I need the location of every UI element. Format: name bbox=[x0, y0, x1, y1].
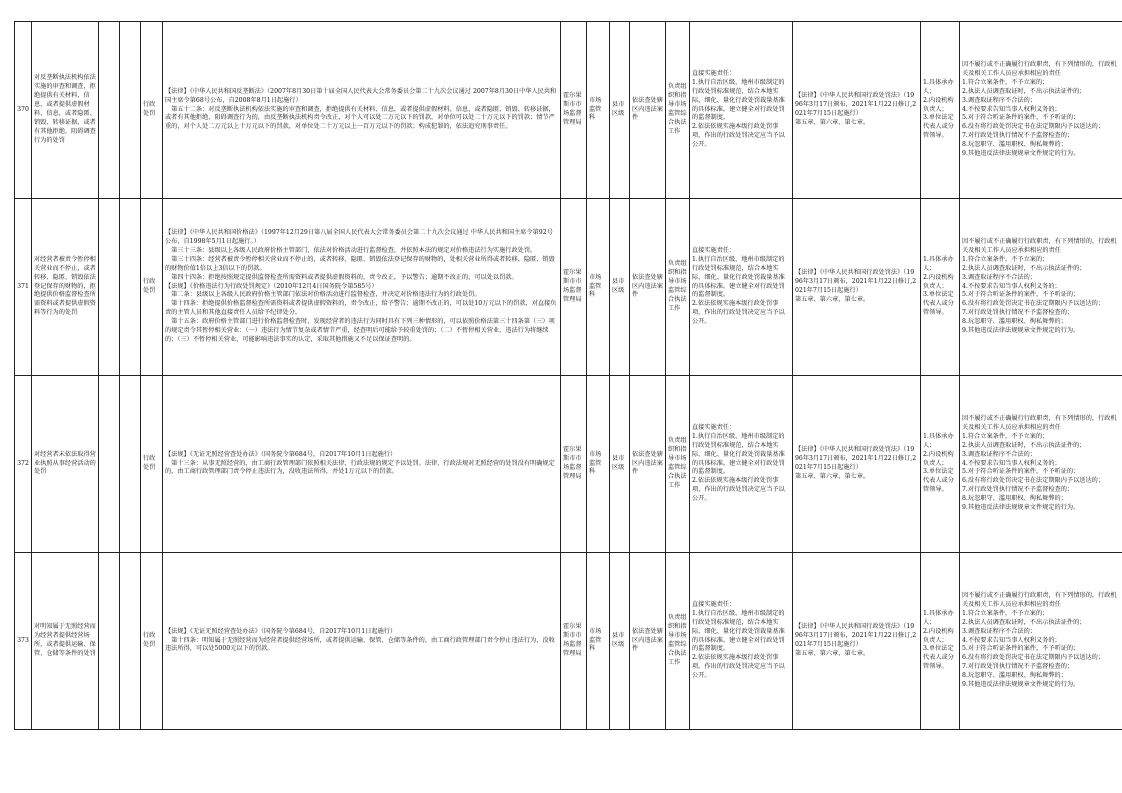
department: 市场监管科 bbox=[587, 199, 610, 376]
duty: 负责组织和指导市场监管综合执法工作 bbox=[666, 199, 690, 376]
authority: 霍尔果斯市市场监督管理局 bbox=[561, 22, 587, 199]
duty: 负责组织和指导市场监管综合执法工作 bbox=[666, 553, 690, 730]
liability-basis: 【法律】《中华人民共和国行政处罚法》（1996年3月17日颁布，2021年1月22日修订,2021年7月15日起施行） 第五章、第六章、第七章。 bbox=[793, 22, 921, 199]
item-name: 对经营者被责令暂停相关营业而不停止，或者转移、隐匿、销毁依法登记保存的财物的，拒绝提供价格监督检查所需资料或者提供虚假资料等行为的处罚 bbox=[32, 199, 99, 376]
duty: 负责组织和指导市场监管综合执法工作 bbox=[666, 22, 690, 199]
category: 行政处罚 bbox=[141, 22, 163, 199]
accountability: 因不履行或不正确履行行政职责，有下列情形的，行政机关及相关工作人员应承担相应的责任 1.符合立案条件，不予立案的； 2.执法人员调查取证时，不出示执法证件的； 3.调查取证程序不合法的； 4.不按要求告知当事人权利义务的； 5.对于符合听证条件的案件，不予听证的； 6.没有将行政处罚决定书在法定期限内予以送达的； 7.对行政处罚执行情况不予监督检查的； 8.玩忽职守、滥用职权、徇私舞弊的； 9.其他违反法律法规规章文件规定的行为。 bbox=[960, 553, 1122, 730]
table-row bbox=[15, 22, 1122, 199]
item-name: 对经营者未依法取得营业执照从事经营活动的处罚 bbox=[32, 376, 99, 553]
row-number: 373 bbox=[15, 553, 32, 730]
authority: 霍尔果斯市市场监督管理局 bbox=[561, 199, 587, 376]
item-name: 对明知属于无照经营而为经营者提供经营场所，或者提供运输、保管、仓储等条件的处罚 bbox=[32, 553, 99, 730]
liability-basis: 【法律】《中华人民共和国行政处罚法》（1996年3月17日颁布，2021年1月22日修订,2021年7月15日起施行） 第五章、第六章、第七章。 bbox=[793, 199, 921, 376]
empty-cell bbox=[99, 376, 120, 553]
liability-basis: 【法律】《中华人民共和国行政处罚法》（1996年3月17日颁布，2021年1月22日修订,2021年7月15日起施行） 第五章、第六章、第七章。 bbox=[793, 376, 921, 553]
responsibility: 直接实施责任： 1.执行自治区级、地州市级制定的行政处罚标准规范，结合本地实际，细化、量化行政处罚裁量基准的具体标准。建立健全对行政处罚的监督制度。 2.依法依规实施本级行政处罚事项，作出的行政处罚决定应当予以公开。 bbox=[690, 553, 793, 730]
department: 市场监管科 bbox=[587, 22, 610, 199]
row-number: 370 bbox=[15, 22, 32, 199]
legal-basis: 【法律】《中华人民共和国反垄断法》（2007年8月30日第十届全国人民代表大会常务委员会第二十九次会议通过 2007年8月30日中华人民共和国主席令第68号公布，自2008年8月1日起施行） 第五十二条：对反垄断执法机构依法实施的审查和调查，拒绝提供有关材料、信息，或者提供虚假材料、信息，或者隐匿、销毁、转移证据，或者有其他拒绝、阻碍调查行为的，由反垄断执法机构责令改正，对个人可以处二万元以下的罚款，对单位可以处二十万元以下的罚款；情节严重的，对个人处二万元以上十万元以下的罚款，对单位处二十万元以上一百万元以下的罚款；构成犯罪的，依法追究刑事责任。 bbox=[163, 22, 561, 199]
accountability: 因不履行或不正确履行行政职责，有下列情形的，行政机关及相关工作人员应承担相应的责任 1.符合立案条件，不予立案的； 2.执法人员调查取证时，不出示执法证件的； 3.调查取证程序不合法的； 4.不按要求告知当事人权利义务的； 5.对于符合听证条件的案件，不予听证的； 6.没有将行政处罚决定书在法定期限内予以送达的； 7.对行政处罚执行情况不予监督检查的； 8.玩忽职守、滥用职权、徇私舞弊的； 9.其他违反法律法规规章文件规定的行为。 bbox=[960, 22, 1122, 199]
level: 县市区级 bbox=[610, 22, 630, 199]
accountability: 因不履行或不正确履行行政职责，有下列情形的，行政机关及相关工作人员应承担相应的责任 1.符合立案条件，不予立案的； 2.执法人员调查取证时，不出示执法证件的； 3.调查取证程序不合法的； 4.不按要求告知当事人权利义务的； 5.对于符合听证条件的案件，不予听证的； 6.没有将行政处罚决定书在法定期限内予以送达的； 7.对行政处罚执行情况不予监督检查的； 8.玩忽职守、滥用职权、徇私舞弊的； 9.其他违反法律法规规章文件规定的行为。 bbox=[960, 376, 1122, 553]
category: 行政处罚 bbox=[141, 376, 163, 553]
empty-cell bbox=[120, 376, 141, 553]
liability-basis: 【法律】《中华人民共和国行政处罚法》（1996年3月17日颁布，2021年1月22日修订,2021年7月15日起施行） 第五章、第六章、第七章。 bbox=[793, 553, 921, 730]
department: 市场监管科 bbox=[587, 376, 610, 553]
department: 市场监管科 bbox=[587, 553, 610, 730]
responsibility-list-table bbox=[14, 21, 1122, 730]
table-row bbox=[15, 199, 1122, 376]
empty-cell bbox=[120, 553, 141, 730]
duty: 负责组织和指导市场监管综合执法工作 bbox=[666, 376, 690, 553]
legal-basis: 【法律】《中华人民共和国价格法》（1997年12月29日第八届全国人民代表大会常务委员会第二十九次会议通过 中华人民共和国主席令第92号公布，自1998年5月1日起施行。） 第三十三条：县级以上各级人民政府价格主管部门，依法对价格活动进行监督检查，并依照本法的规定对价格违法行为实施行政处罚。 第三十四条：经营者被责令暂停相关营业而不停止的，或者转移、隐匿、销毁依法登记保存的财物的，处相关营业所得或者转移、隐匿、销毁的财物价值1倍以上3倍以下的罚款。 第四十四条：拒绝按照规定提供监督检查所需资料或者提供虚假资料的，责令改正，予以警告；逾期不改正的，可以处以罚款。 【法规】《价格违法行为行政处罚规定》（2010年12月4日国务院令第585号） 第二条：县级以上各级人民政府价格主管部门依法对价格活动进行监督检查，并决定对价格违法行为的行政处罚。 第十四条：拒绝提供价格监督检查所需资料或者提供虚假资料的，责令改正，给予警告；逾期不改正的，可以处10万元以下的罚款，对直接负责的主管人员和其他直接责任人员给予纪律处分。 第十五条：政府价格主管部门进行价格监督检查时，发现经营者的违法行为同时具有下列三种情形的，可以依照价格法第三十四条第（三）项的规定责令其暂停相关营业：（一）违法行为情节复杂或者情节严重，经查明后可能给予较重处罚的；（二）不暂停相关营业，违法行为将继续的；（三）不暂停相关营业，可能影响违法事实的认定，采取其他措施又不足以保证查明的。 bbox=[163, 199, 561, 376]
legal-basis: 【法规】《无证无照经营查处办法》（国务院令第684号，自2017年10月1日起施行） 第十三条：从事无照经营的，由工商行政管理部门依照相关法律、行政法规的规定予以处罚。法律、行政法规对无照经营的处罚没有明确规定的，由工商行政管理部门责令停止违法行为，没收违法所得，并处1万元以下的罚款。 bbox=[163, 376, 561, 553]
empty-cell bbox=[120, 22, 141, 199]
legal-basis: 【法规】《无证无照经营查处办法》（国务院令第684号，自2017年10月1日起施行） 第十四条：明知属于无照经营而为经营者提供经营场所，或者提供运输、保管、仓储等条件的，由工商行政管理部门责令停止违法行为，没收违法所得，可以处5000元以下的罚款。 bbox=[163, 553, 561, 730]
level: 县市区级 bbox=[610, 553, 630, 730]
level: 县市区级 bbox=[610, 376, 630, 553]
empty-cell bbox=[99, 199, 120, 376]
item-name: 对反垄断执法机构依法实施的审查和调查，拒绝提供有关材料、信息，或者提供虚假材料、信息，或者隐匿、销毁、转移证据，或者有其他拒绝、阻碍调查行为的处罚 bbox=[32, 22, 99, 199]
category: 行政处罚 bbox=[141, 199, 163, 376]
responsibility: 直接实施责任： 1.执行自治区级、地州市级制定的行政处罚标准规范，结合本地实际，细化、量化行政处罚裁量基准的具体标准。建立健全对行政处罚的监督制度。 2.依法依规实施本级行政处罚事项，作出的行政处罚决定应当予以公开。 bbox=[690, 376, 793, 553]
subjects: 1.具体承办人； 2.内设机构负责人； 3.单位法定代表人或分管领导。 bbox=[921, 553, 960, 730]
authority: 霍尔果斯市市场监督管理局 bbox=[561, 553, 587, 730]
authority: 霍尔果斯市市场监督管理局 bbox=[561, 376, 587, 553]
empty-cell bbox=[120, 199, 141, 376]
empty-cell bbox=[99, 22, 120, 199]
scope: 依法查处辖区内违法案件 bbox=[630, 199, 666, 376]
scope: 依法查处辖区内违法案件 bbox=[630, 22, 666, 199]
responsibility: 直接实施责任： 1.执行自治区级、地州市级制定的行政处罚标准规范，结合本地实际，细化、量化行政处罚裁量基准的具体标准。建立健全对行政处罚的监督制度。 2.依法依规实施本级行政处罚事项，作出的行政处罚决定应当予以公开。 bbox=[690, 199, 793, 376]
row-number: 372 bbox=[15, 376, 32, 553]
scope: 依法查处辖区内违法案件 bbox=[630, 376, 666, 553]
empty-cell bbox=[99, 553, 120, 730]
table-row bbox=[15, 553, 1122, 730]
subjects: 1.具体承办人； 2.内设机构负责人； 3.单位法定代表人或分管领导。 bbox=[921, 376, 960, 553]
accountability: 因不履行或不正确履行行政职责，有下列情形的，行政机关及相关工作人员应承担相应的责任 1.符合立案条件，不予立案的； 2.执法人员调查取证时，不出示执法证件的； 3.调查取证程序不合法的； 4.不按要求告知当事人权利义务的； 5.对于符合听证条件的案件，不予听证的； 6.没有将行政处罚决定书在法定期限内予以送达的； 7.对行政处罚执行情况不予监督检查的； 8.玩忽职守、滥用职权、徇私舞弊的； 9.其他违反法律法规规章文件规定的行为。 bbox=[960, 199, 1122, 376]
subjects: 1.具体承办人； 2.内设机构负责人； 3.单位法定代表人或分管领导。 bbox=[921, 199, 960, 376]
scope: 依法查处辖区内违法案件 bbox=[630, 553, 666, 730]
subjects: 1.具体承办人； 2.内设机构负责人； 3.单位法定代表人或分管领导。 bbox=[921, 22, 960, 199]
category: 行政处罚 bbox=[141, 553, 163, 730]
row-number: 371 bbox=[15, 199, 32, 376]
table-row bbox=[15, 376, 1122, 553]
responsibility: 直接实施责任： 1.执行自治区级、地州市级制定的行政处罚标准规范，结合本地实际，细化、量化行政处罚裁量基准的具体标准。建立健全对行政处罚的监督制度。 2.依法依规实施本级行政处罚事项，作出的行政处罚决定应当予以公开。 bbox=[690, 22, 793, 199]
level: 县市区级 bbox=[610, 199, 630, 376]
